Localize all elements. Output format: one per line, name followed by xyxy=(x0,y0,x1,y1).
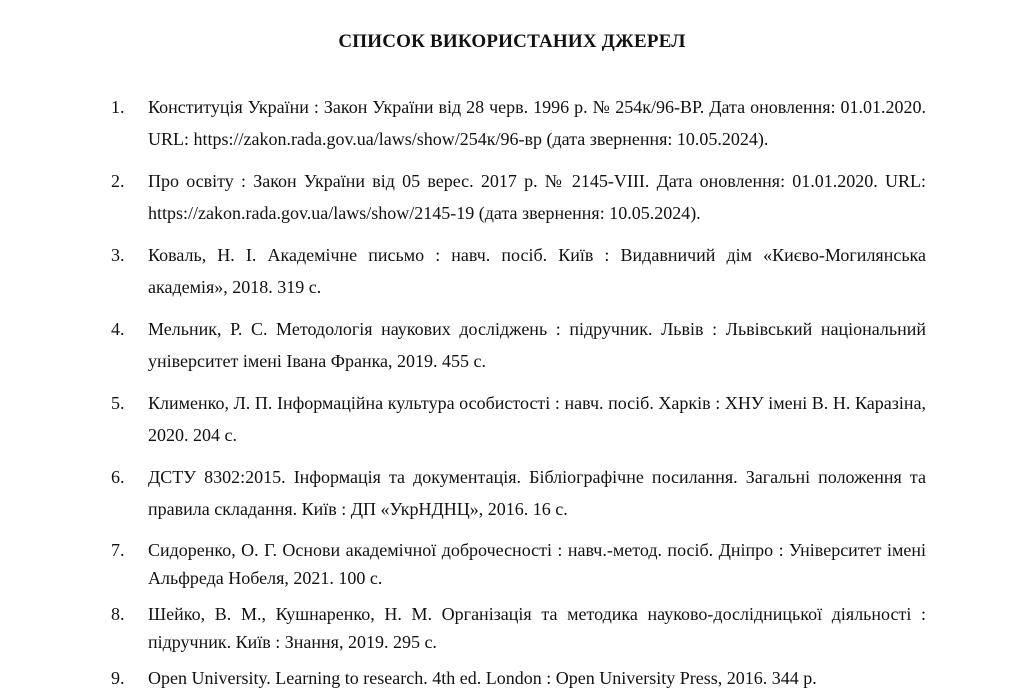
page-title: СПИСОК ВИКОРИСТАНИХ ДЖЕРЕЛ xyxy=(338,31,686,52)
reference-item xyxy=(111,462,926,525)
reference-item xyxy=(111,600,926,656)
reference-item xyxy=(111,92,926,155)
reference-text: Шейко, В. М., Кушнаренко, Н. М. Організація та методика науково-дослідницької діяльності : підручник. Київ : Знання, 2019. 295 с. xyxy=(148,604,926,652)
reference-text: Мельник, Р. С. Методологія наукових досліджень : підручник. Львів : Львівський національний університет імені Івана Франка, 2019. 455 с. xyxy=(148,319,926,371)
reference-text: ДСТУ 8302:2015. Інформація та документація. Бібліографічне посилання. Загальні положення та правила складання. Київ : ДП «УкрНДНЦ», 2016. 16 с. xyxy=(148,467,926,519)
reference-number: 4. xyxy=(111,319,125,339)
reference-item xyxy=(111,388,926,451)
reference-item xyxy=(111,536,926,592)
reference-number: 1. xyxy=(111,97,125,117)
reference-number: 2. xyxy=(111,171,125,191)
reference-text: Клименко, Л. П. Інформаційна культура особистості : навч. посіб. Харків : ХНУ імені В. Н. Каразіна, 2020. 204 с. xyxy=(148,393,926,445)
reference-item xyxy=(111,664,926,692)
reference-item xyxy=(111,314,926,377)
reference-list xyxy=(111,92,926,700)
reference-text: Open University. Learning to research. 4th ed. London : Open University Press, 2016. 344 p. xyxy=(148,668,817,688)
reference-number: 8. xyxy=(111,604,125,624)
reference-text: Коваль, Н. І. Академічне письмо : навч. посіб. Київ : Видавничий дім «Києво-Могилянська академія», 2018. 319 с. xyxy=(148,245,926,297)
reference-number: 5. xyxy=(111,393,125,413)
reference-text: Конституція України : Закон України від 28 черв. 1996 р. № 254к/96-ВР. Дата оновлення: 01.01.2020. URL: https://zakon.rada.gov.ua/laws/show/254к/96-вр (дата звернення: 10.05.2024). xyxy=(148,97,926,149)
reference-number: 9. xyxy=(111,668,125,688)
reference-number: 3. xyxy=(111,245,125,265)
reference-number: 7. xyxy=(111,540,125,560)
reference-item xyxy=(111,240,926,303)
reference-number: 6. xyxy=(111,467,125,487)
reference-text: Сидоренко, О. Г. Основи академічної доброчесності : навч.-метод. посіб. Дніпро : Університет імені Альфреда Нобеля, 2021. 100 с. xyxy=(148,540,926,588)
reference-item xyxy=(111,166,926,229)
reference-text: Про освіту : Закон України від 05 верес. 2017 р. № 2145-VIII. Дата оновлення: 01.01.2020. URL: https://zakon.rada.gov.ua/laws/show/2145-19 (дата звернення: 10.05.2024). xyxy=(148,171,926,223)
